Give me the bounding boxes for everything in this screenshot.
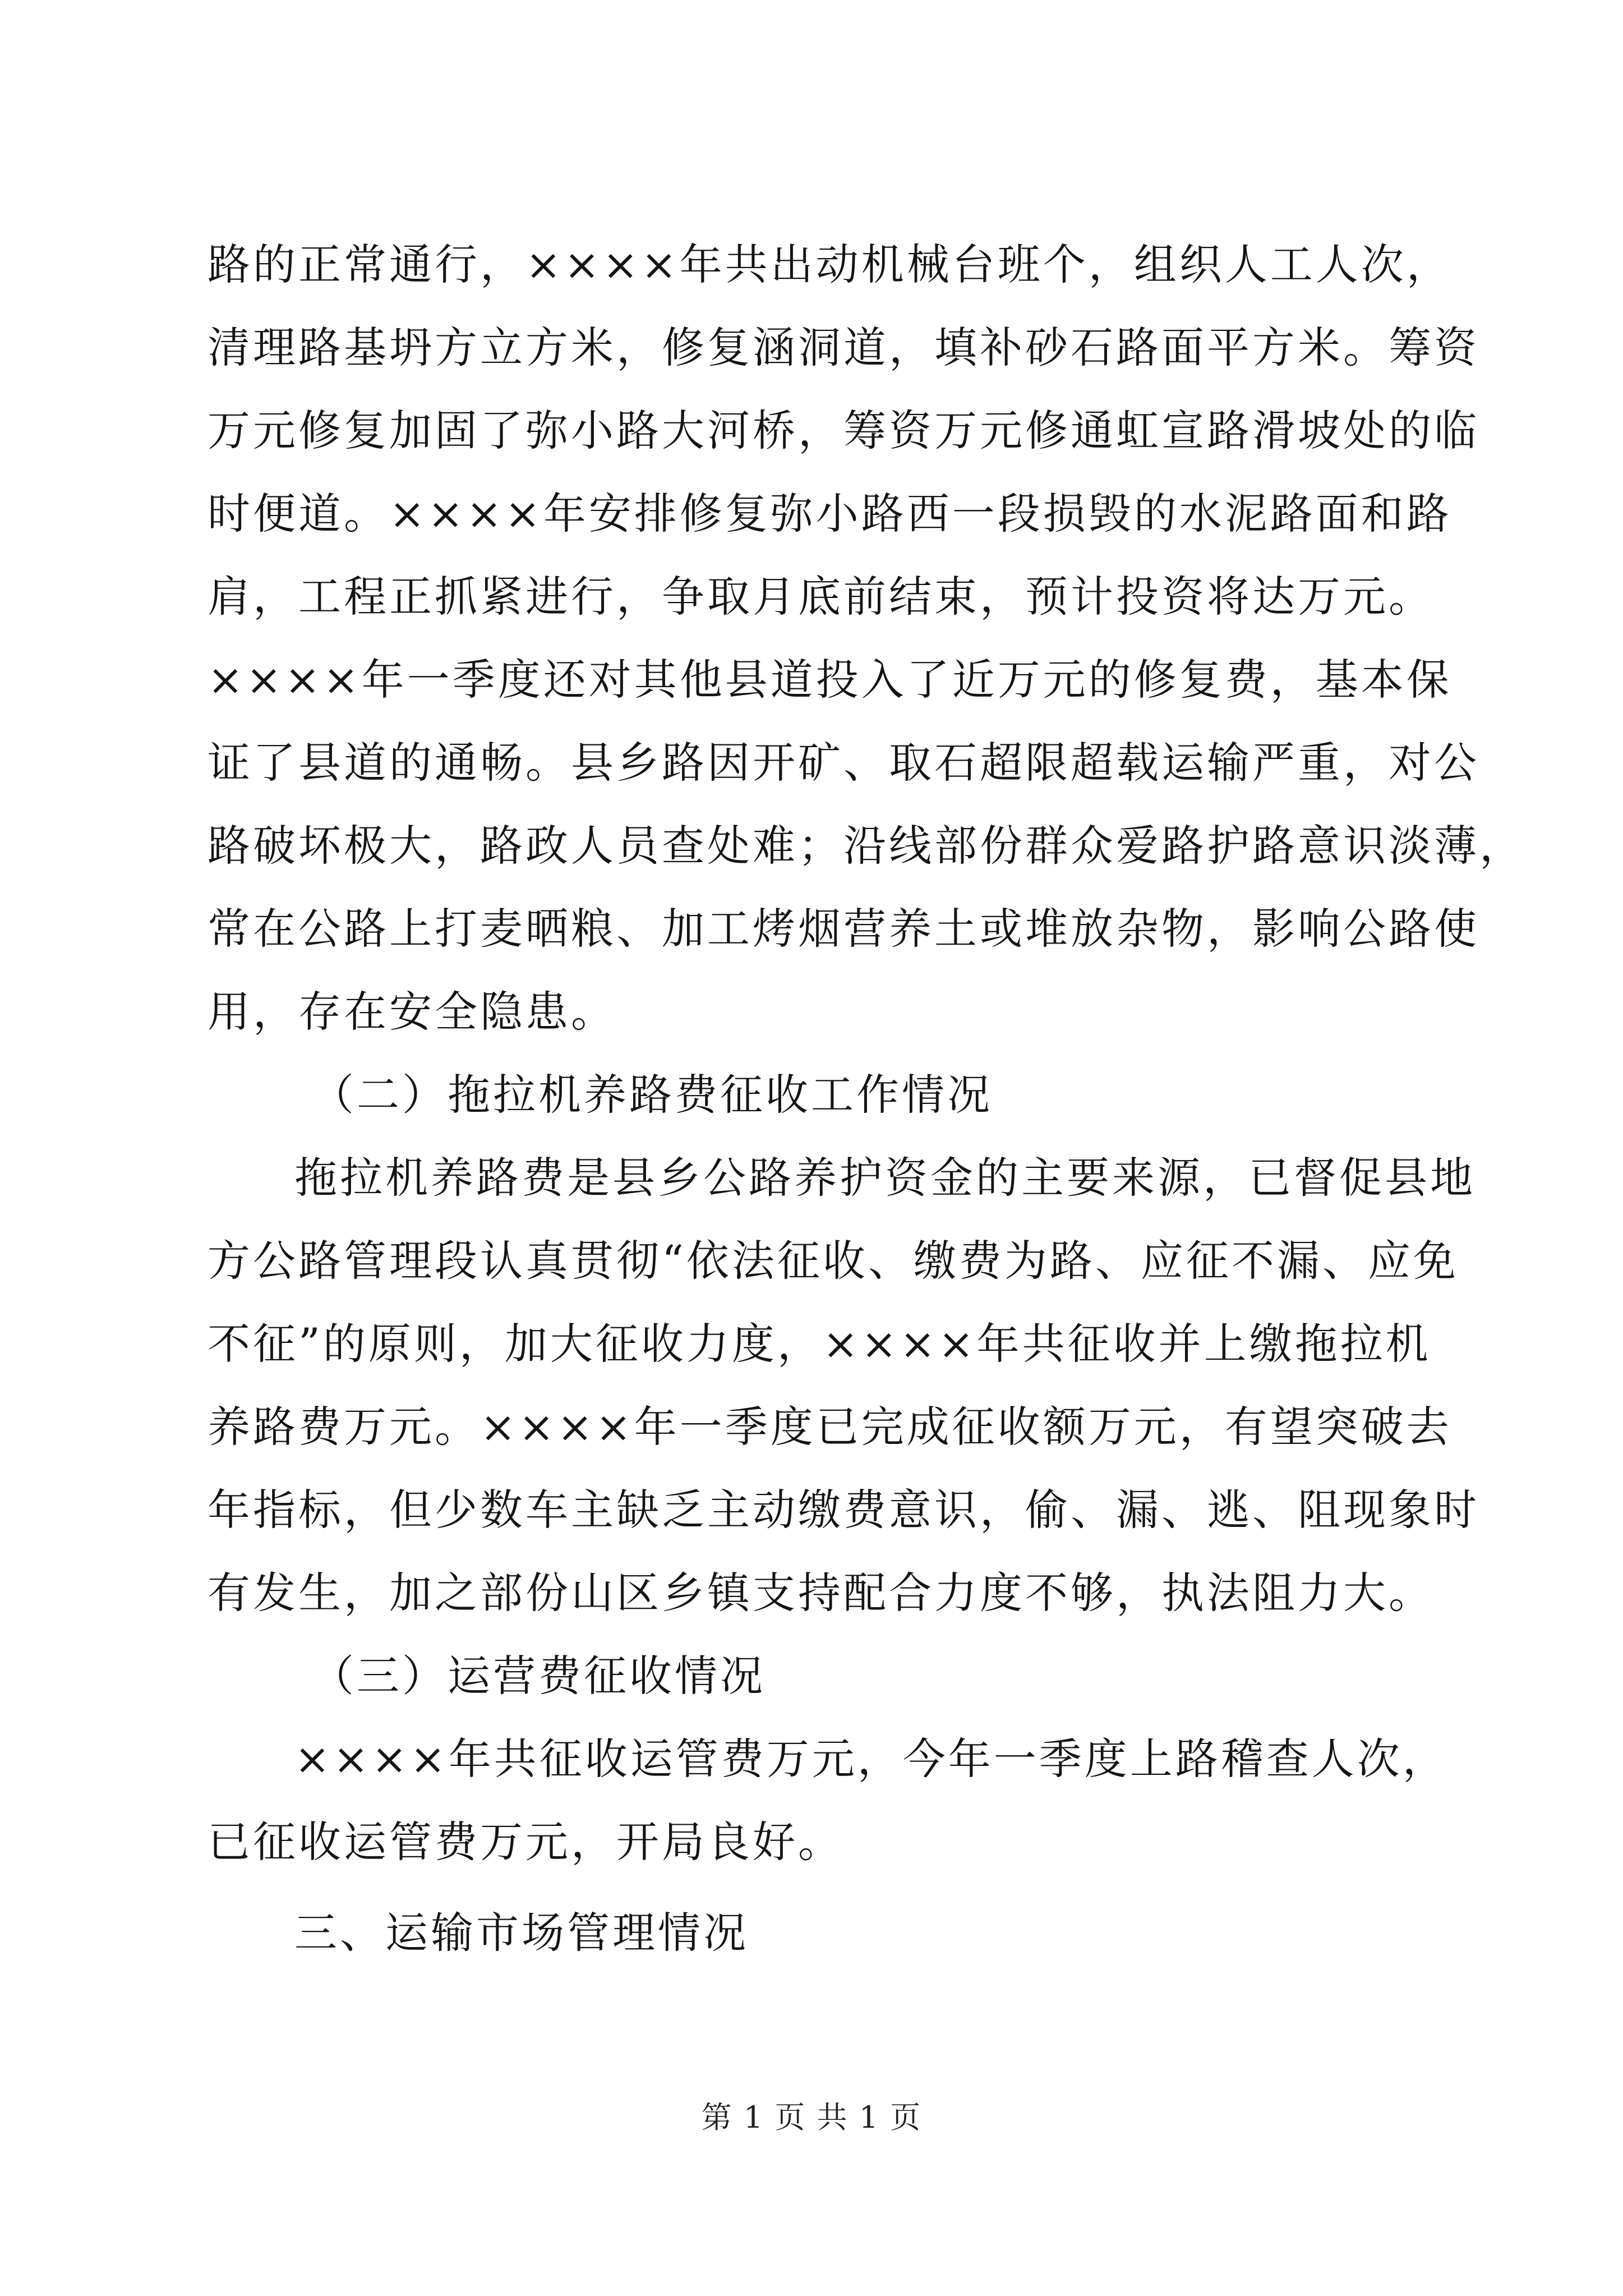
text-line: 万元修复加固了弥小路大河桥，筹资万元修通虹宣路滑坡处的临	[208, 406, 1479, 455]
section-heading: 三、运输市场管理情况	[294, 1908, 749, 1958]
text-line: 时便道。××××年安排修复弥小路西一段损毁的水泥路面和路	[208, 489, 1452, 539]
text-line: ××××年一季度还对其他县道投入了近万元的修复费，基本保	[208, 655, 1452, 705]
text-line: 拖拉机养路费是县乡公路养护资金的主要来源，已督促县地	[294, 1153, 1476, 1203]
section-heading: （二）拖拉机养路费征收工作情况	[311, 1070, 993, 1120]
text-line: 路破坏极大，路政人员查处难；沿线部份群众爱路护路意识淡薄，	[208, 821, 1525, 871]
text-line: 年指标，但少数车主缺乏主动缴费意识，偷、漏、逃、阻现象时	[208, 1485, 1479, 1535]
text-line: 方公路管理段认真贯彻“依法征收、缴费为路、应征不漏、应免	[208, 1236, 1459, 1286]
text-line: 常在公路上打麦晒粮、加工烤烟营养土或堆放杂物，影响公路使	[208, 904, 1479, 954]
text-line: ××××年共征收运管费万元，今年一季度上路稽查人次，	[294, 1734, 1448, 1784]
text-line: 路的正常通行，××××年共出动机械台班个，组织人工人次，	[208, 240, 1452, 289]
text-line: 不征”的原则，加大征收力度，××××年共征收并上缴拖拉机	[208, 1319, 1431, 1369]
document-body	[208, 223, 1525, 1975]
text-line: 养路费万元。××××年一季度已完成征收额万元，有望突破去	[208, 1402, 1452, 1452]
text-line: 清理路基坍方立方米，修复涵洞道，填补砂石路面平方米。筹资	[208, 323, 1479, 372]
page-footer: 第 1 页 共 1 页	[701, 2100, 922, 2135]
text-line: 用，存在安全隐患。	[208, 987, 616, 1037]
text-line: 肩，工程正抓紧进行，争取月底前结束，预计投资将达万元。	[208, 572, 1434, 622]
text-line: 证了县道的通畅。县乡路因开矿、取石超限超载运输严重，对公	[208, 738, 1479, 788]
text-line: 已征收运管费万元，开局良好。	[208, 1817, 843, 1867]
section-heading: （三）运营费征收情况	[311, 1651, 766, 1701]
text-line: 有发生，加之部份山区乡镇支持配合力度不够，执法阻力大。	[208, 1568, 1434, 1618]
